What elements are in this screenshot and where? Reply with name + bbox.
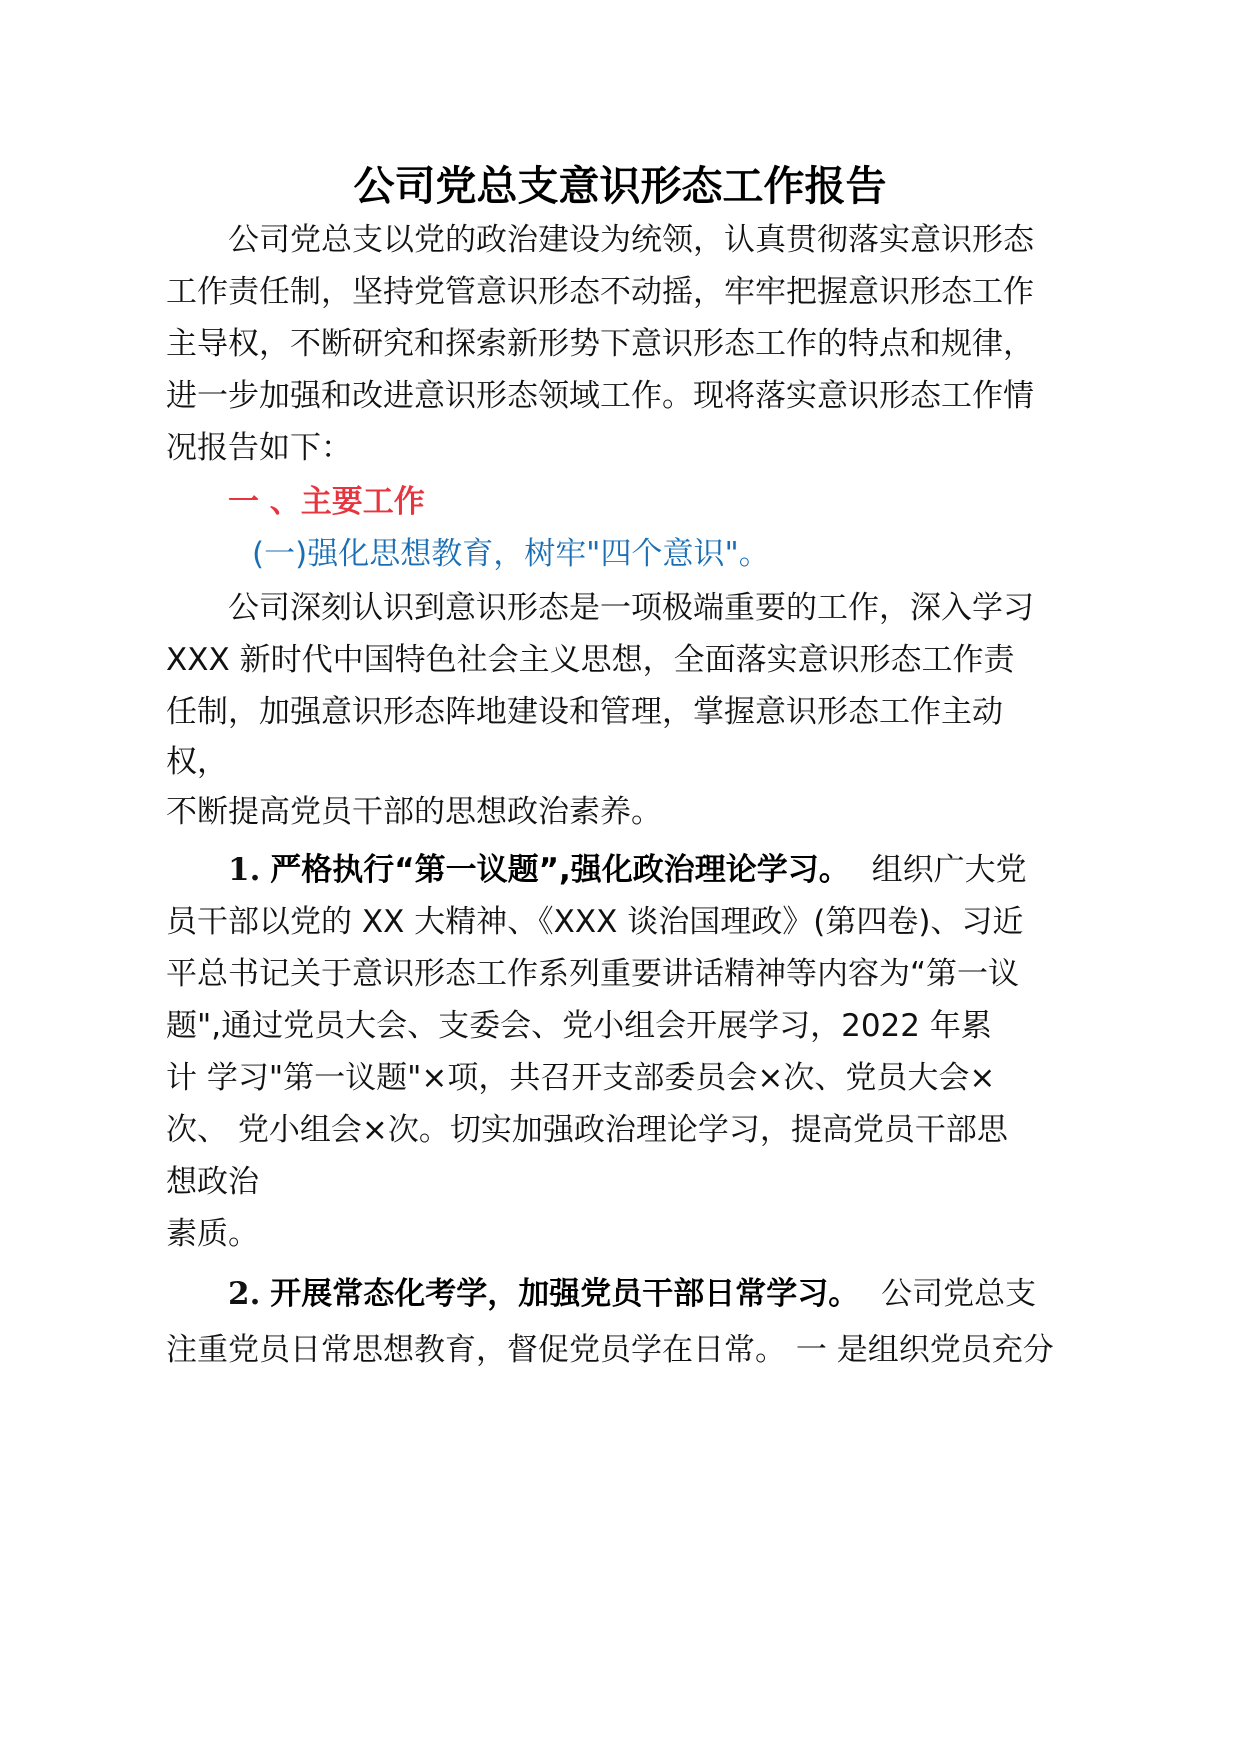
item2-line-1: 注重党员日常思想教育，督促党员学在日常。 一 是组织党员充分	[166, 1332, 1054, 1368]
item2-first-line	[228, 1272, 1036, 1316]
item1-line-7: 素质。	[166, 1216, 259, 1252]
item1-line-4: 计 学习"第一议题"×项，共召开支部委员会×次、党员大会×	[166, 1060, 996, 1096]
subsection-heading: (一)强化思想教育，树牢"四个意识"。	[252, 536, 770, 572]
item1-line-5: 次、 党小组会×次。切实加强政治理论学习，提高党员干部思	[166, 1112, 1008, 1148]
intro-line-4: 进一步加强和改进意识形态领域工作。现将落实意识形态工作情	[166, 378, 1034, 414]
section-para-line-2: XXX 新时代中国特色社会主义思想，全面落实意识形态工作责	[166, 642, 1015, 678]
item2-number: 2.	[228, 1276, 261, 1312]
item1-line-1: 员干部以党的 XX 大精神、《XXX 谈治国理政》(第四卷)、习近	[166, 904, 1024, 940]
intro-line-1: 公司党总支以党的政治建设为统领，认真贯彻落实意识形态	[228, 222, 1034, 258]
section-para-line-4: 权，	[166, 744, 228, 780]
section-para-line-1: 公司深刻认识到意识形态是一项极端重要的工作，深入学习	[228, 590, 1034, 626]
document-title: 公司党总支意识形态工作报告	[353, 162, 887, 210]
intro-line-3: 主导权，不断研究和探索新形势下意识形态工作的特点和规律，	[166, 326, 1034, 362]
item1-first-line	[228, 848, 1027, 892]
item1-number: 1.	[228, 852, 261, 888]
section-para-line-3: 任制，加强意识形态阵地建设和管理，掌握意识形态工作主动	[166, 694, 1003, 730]
item1-line-2: 平总书记关于意识形态工作系列重要讲话精神等内容为“第一议	[166, 956, 1020, 992]
item1-line-6: 想政治	[166, 1164, 259, 1200]
item1-lead-text: 组织广大党	[871, 852, 1027, 888]
item2-bold-title: 开展常态化考学，加强党员干部日常学习。	[270, 1276, 860, 1312]
item1-bold-title: 严格执行“第一议题”,强化政治理论学习。	[270, 852, 850, 888]
section-para-line-5: 不断提高党员干部的思想政治素养。	[166, 794, 662, 830]
intro-line-2: 工作责任制，坚持党管意识形态不动摇，牢牢把握意识形态工作	[166, 274, 1034, 310]
section-heading: 一 、主要工作	[228, 484, 425, 520]
item1-line-3: 题",通过党员大会、支委会、党小组会开展学习，2022 年累	[166, 1008, 992, 1044]
item2-lead-text: 公司党总支	[881, 1276, 1037, 1312]
intro-line-5: 况报告如下：	[166, 430, 352, 466]
